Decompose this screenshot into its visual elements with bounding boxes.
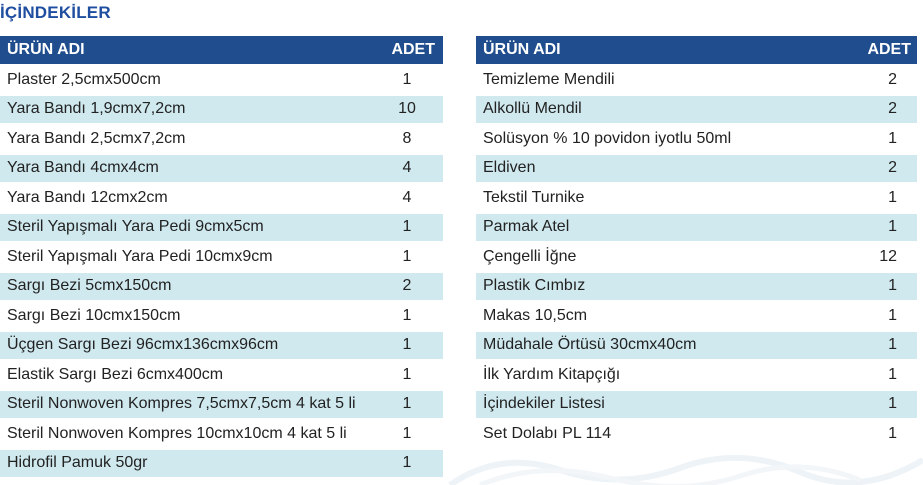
item-quantity: 2: [371, 272, 443, 302]
item-quantity: 1: [851, 272, 917, 302]
column-header-name: ÜRÜN ADI: [0, 36, 371, 65]
table-row: [0, 272, 443, 302]
item-name: Alkollü Mendil: [476, 95, 851, 125]
table-row: [0, 183, 443, 213]
item-quantity: 1: [371, 360, 443, 390]
item-name: Temizleme Mendili: [476, 65, 851, 95]
table-row: [0, 95, 443, 125]
column-header-qty: ADET: [371, 36, 443, 65]
column-header-name: ÜRÜN ADI: [476, 36, 851, 65]
item-quantity: 2: [851, 154, 917, 184]
item-quantity: 1: [851, 301, 917, 331]
item-quantity: 1: [851, 331, 917, 361]
table-row: [476, 242, 917, 272]
item-name: İçindekiler Listesi: [476, 390, 851, 420]
table-row: [0, 301, 443, 331]
item-quantity: 2: [851, 95, 917, 125]
item-name: Plaster 2,5cmx500cm: [0, 65, 371, 95]
item-quantity: 1: [851, 124, 917, 154]
item-quantity: 1: [371, 65, 443, 95]
item-name: Plastik Cımbız: [476, 272, 851, 302]
table-row: [476, 183, 917, 213]
item-name: Çengelli İğne: [476, 242, 851, 272]
table-row: [0, 242, 443, 272]
item-name: Tekstil Turnike: [476, 183, 851, 213]
item-quantity: 4: [371, 183, 443, 213]
item-name: İlk Yardım Kitapçığı: [476, 360, 851, 390]
column-header-qty: ADET: [851, 36, 917, 65]
table-row: [0, 124, 443, 154]
item-quantity: 1: [371, 419, 443, 449]
table-row: [476, 331, 917, 361]
item-name: Müdahale Örtüsü 30cmx40cm: [476, 331, 851, 361]
item-name: Elastik Sargı Bezi 6cmx400cm: [0, 360, 371, 390]
item-quantity: 1: [371, 242, 443, 272]
item-name: Yara Bandı 12cmx2cm: [0, 183, 371, 213]
item-quantity: 1: [851, 360, 917, 390]
left-contents-table: [0, 36, 443, 479]
item-quantity: 1: [371, 390, 443, 420]
item-name: Steril Nonwoven Kompres 7,5cmx7,5cm 4 kat 5 li: [0, 390, 371, 420]
item-name: Sargı Bezi 5cmx150cm: [0, 272, 371, 302]
table-row: [476, 154, 917, 184]
item-quantity: 12: [851, 242, 917, 272]
right-contents-table: [476, 36, 917, 450]
table-row: [476, 301, 917, 331]
item-quantity: 1: [371, 213, 443, 243]
table-row: [476, 95, 917, 125]
table-row: [0, 419, 443, 449]
table-row: [0, 360, 443, 390]
item-name: Solüsyon % 10 povidon iyotlu 50ml: [476, 124, 851, 154]
item-quantity: 1: [851, 390, 917, 420]
table-row: [476, 65, 917, 95]
item-name: Yara Bandı 2,5cmx7,2cm: [0, 124, 371, 154]
item-quantity: 1: [371, 449, 443, 479]
table-row: [476, 272, 917, 302]
item-quantity: 1: [851, 213, 917, 243]
item-name: Steril Nonwoven Kompres 10cmx10cm 4 kat 5 li: [0, 419, 371, 449]
table-row: [0, 449, 443, 479]
table-row: [476, 124, 917, 154]
table-row: [0, 390, 443, 420]
item-name: Yara Bandı 1,9cmx7,2cm: [0, 95, 371, 125]
table-row: [476, 360, 917, 390]
item-name: Yara Bandı 4cmx4cm: [0, 154, 371, 184]
item-quantity: 2: [851, 65, 917, 95]
item-name: Makas 10,5cm: [476, 301, 851, 331]
item-name: Steril Yapışmalı Yara Pedi 9cmx5cm: [0, 213, 371, 243]
table-row: [476, 390, 917, 420]
table-row: [0, 65, 443, 95]
page-title: İÇİNDEKİLER: [0, 3, 111, 22]
item-name: Üçgen Sargı Bezi 96cmx136cmx96cm: [0, 331, 371, 361]
item-name: Hidrofil Pamuk 50gr: [0, 449, 371, 479]
table-header-row: [0, 36, 443, 65]
table-row: [476, 213, 917, 243]
item-quantity: 1: [371, 301, 443, 331]
item-name: Parmak Atel: [476, 213, 851, 243]
table-row: [0, 213, 443, 243]
table-row: [0, 154, 443, 184]
item-quantity: 10: [371, 95, 443, 125]
item-name: Eldiven: [476, 154, 851, 184]
item-quantity: 1: [851, 183, 917, 213]
table-row: [0, 331, 443, 361]
item-name: Sargı Bezi 10cmx150cm: [0, 301, 371, 331]
table-header-row: [476, 36, 917, 65]
item-quantity: 8: [371, 124, 443, 154]
item-name: Steril Yapışmalı Yara Pedi 10cmx9cm: [0, 242, 371, 272]
item-quantity: 1: [851, 419, 917, 449]
item-name: Set Dolabı PL 114: [476, 419, 851, 449]
item-quantity: 4: [371, 154, 443, 184]
item-quantity: 1: [371, 331, 443, 361]
table-row: [476, 419, 917, 449]
